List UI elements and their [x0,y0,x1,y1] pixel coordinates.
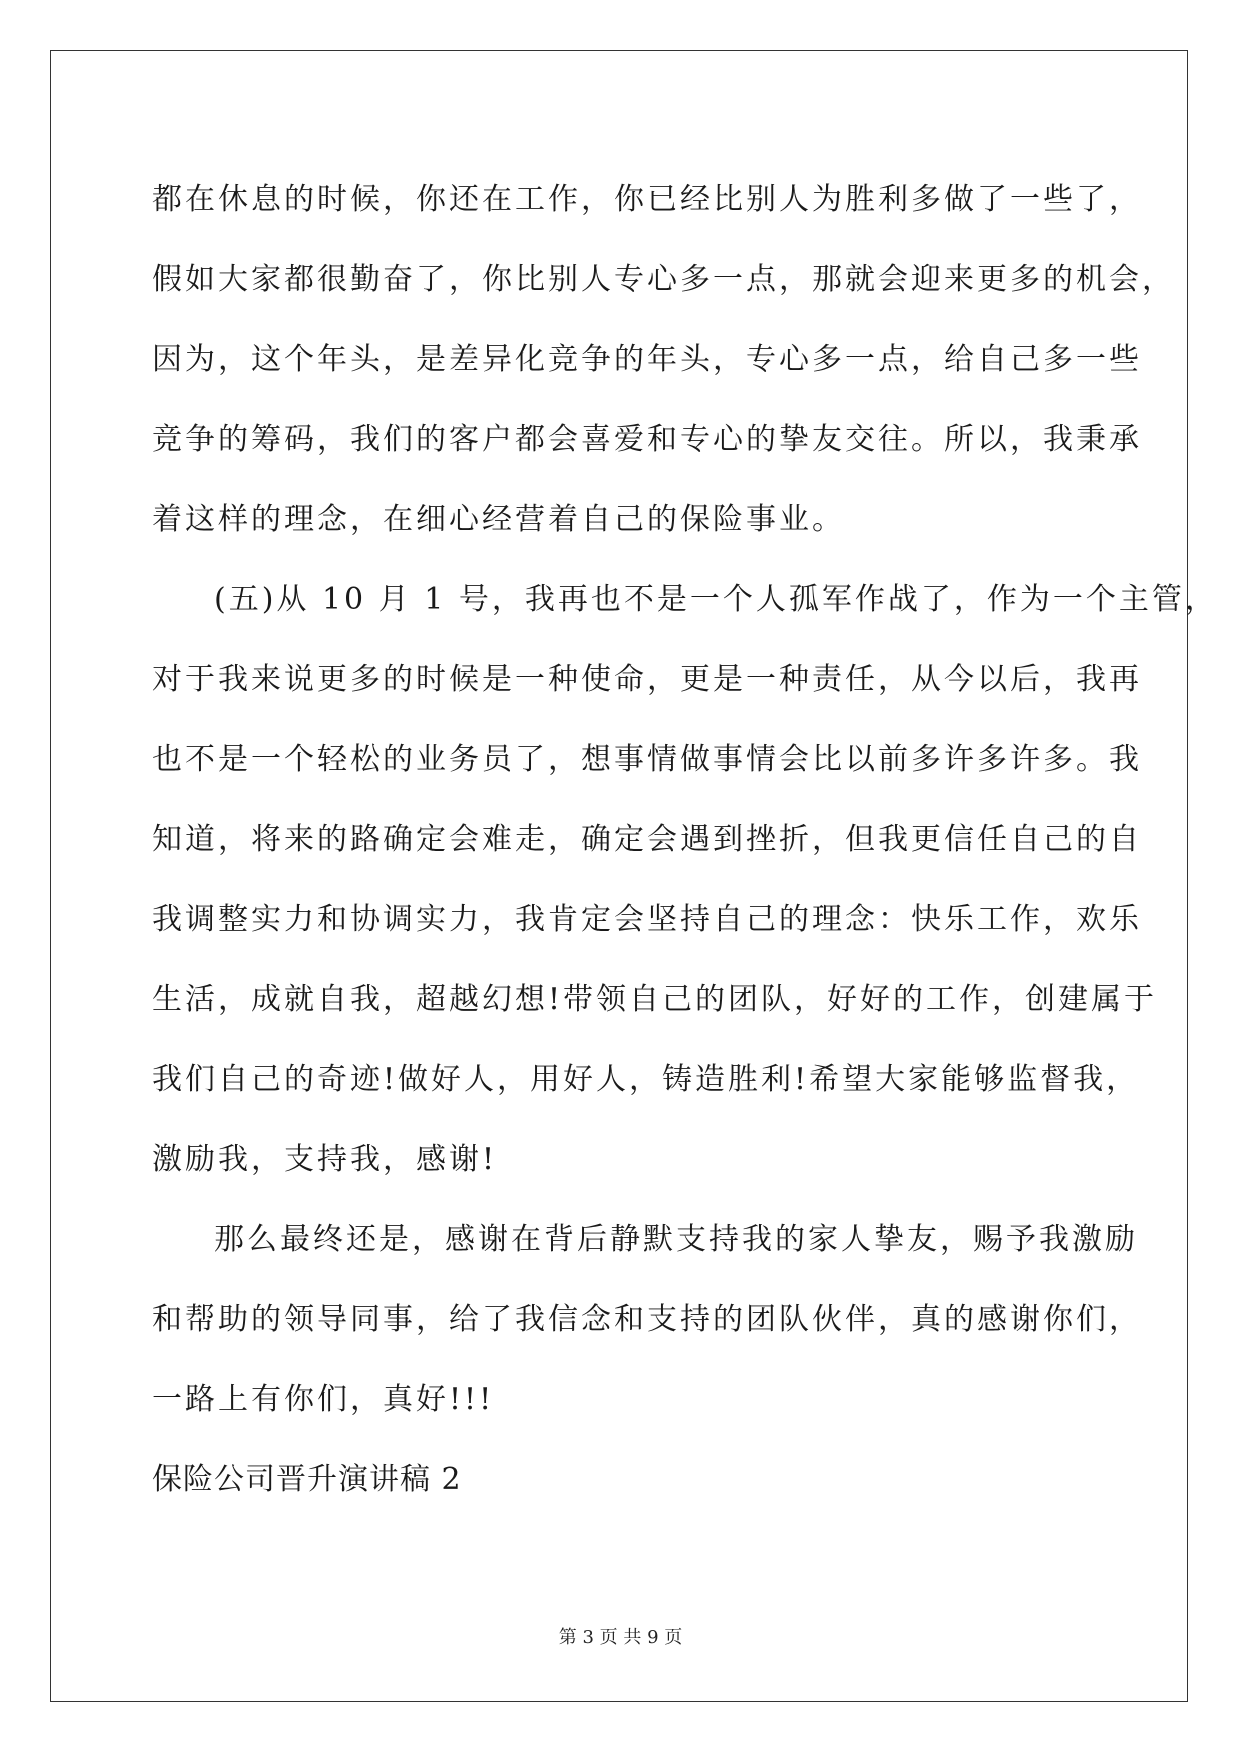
text-line: 我们自己的奇迹!做好人，用好人，铸造胜利!希望大家能够监督我， [152,1062,1140,1097]
text-line: 那么最终还是，感谢在背后静默支持我的家人挚友，赐予我激励 [214,1222,1138,1257]
document-body [152,160,1218,1520]
text-line: 都在休息的时候，你还在工作，你已经比别人为胜利多做了一些了， [152,182,1142,217]
text-line: (五)从 10 月 1 号，我再也不是一个人孤军作战了，作为一个主管， [214,582,1218,617]
text-line: 竞争的筹码，我们的客户都会喜爱和专心的挚友交往。所以，我秉承 [152,422,1142,457]
text-line: 知道，将来的路确定会难走，确定会遇到挫折，但我更信任自己的自 [152,822,1142,857]
text-line: 对于我来说更多的时候是一种使命，更是一种责任，从今以后，我再 [152,662,1142,697]
text-line: 因为，这个年头，是差异化竞争的年头，专心多一点，给自己多一些 [152,342,1142,377]
text-line: 激励我，支持我，感谢! [152,1142,498,1177]
text-line: 我调整实力和协调实力，我肯定会坚持自己的理念：快乐工作，欢乐 [152,902,1142,937]
text-line: 也不是一个轻松的业务员了，想事情做事情会比以前多许多许多。我 [152,742,1142,777]
text-line: 着这样的理念，在细心经营着自己的保险事业。 [152,502,845,537]
text-line: 和帮助的领导同事，给了我信念和支持的团队伙伴，真的感谢你们， [152,1302,1142,1337]
section-heading: 保险公司晋升演讲稿 2 [152,1462,462,1497]
text-line: 假如大家都很勤奋了，你比别人专心多一点，那就会迎来更多的机会， [152,262,1175,297]
page-number-footer: 第 3 页 共 9 页 [558,1627,683,1648]
text-line: 一路上有你们，真好!!! [152,1382,495,1417]
text-line: 生活，成就自我，超越幻想!带领自己的团队，好好的工作，创建属于 [152,982,1158,1017]
